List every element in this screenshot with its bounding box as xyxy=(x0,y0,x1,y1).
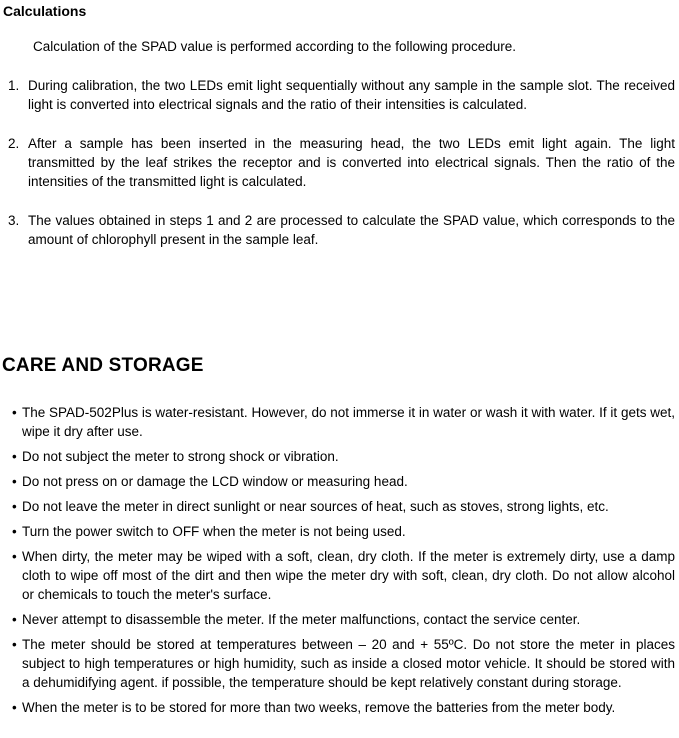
bullet-marker: • xyxy=(12,549,17,564)
section-heading-care-and-storage: CARE AND STORAGE xyxy=(2,355,204,376)
care-storage-bullet-list xyxy=(0,403,675,717)
bullet-marker: • xyxy=(12,474,17,489)
bullet-text: When the meter is to be stored for more than two weeks, remove the batteries from the meter body. xyxy=(22,700,616,715)
step-text: During calibration, the two LEDs emit light sequentially without any sample in the sample slot. The received light is converted into electrical signals and the ratio of their intensities is calculated. xyxy=(28,78,675,112)
care-bullet-lcd-window xyxy=(0,472,675,491)
step-number: 2. xyxy=(8,136,20,151)
step-text: After a sample has been inserted in the measuring head, the two LEDs emit light again. The light transmitted by the leaf strikes the receptor and is converted into electrical signals. Then the ratio of the intensities of the transmitted light is calculated. xyxy=(28,136,675,189)
bullet-marker: • xyxy=(12,637,17,652)
care-bullet-cleaning xyxy=(0,547,675,604)
bullet-text: The SPAD-502Plus is water-resistant. However, do not immerse it in water or wash it with water. If it gets wet, wipe it dry after use. xyxy=(22,405,675,439)
calculations-intro-paragraph: Calculation of the SPAD value is performed according to the following procedure. xyxy=(33,39,517,54)
bullet-text: When dirty, the meter may be wiped with a soft, clean, dry cloth. If the meter is extremely dirty, use a damp cloth to wipe off most of the dirt and then wipe the meter dry with soft, clean, dry cloth. Do not allow alcohol or chemicals to touch the meter's surface. xyxy=(22,549,675,602)
care-bullet-shock-vibration xyxy=(0,447,675,466)
calculation-step-2 xyxy=(8,134,675,191)
bullet-text: The meter should be stored at temperatures between – 20 and + 55ºC. Do not store the meter in places subject to high temperatures or high humidity, such as inside a closed motor vehicle. It should be stored with a dehumidifying agent. if possible, the temperature should be kept relatively constant during storage. xyxy=(22,637,675,690)
step-number: 3. xyxy=(8,213,20,228)
bullet-marker: • xyxy=(12,612,17,627)
step-text: The values obtained in steps 1 and 2 are processed to calculate the SPAD value, which corresponds to the amount of chlorophyll present in the sample leaf. xyxy=(28,213,675,247)
bullet-text: Do not subject the meter to strong shock or vibration. xyxy=(22,449,339,464)
care-bullet-power-off xyxy=(0,522,675,541)
bullet-marker: • xyxy=(12,405,17,420)
calculation-steps-list xyxy=(0,76,679,249)
bullet-text: Do not leave the meter in direct sunlight or near sources of heat, such as stoves, strong lights, etc. xyxy=(22,499,609,514)
bullet-text: Turn the power switch to OFF when the meter is not being used. xyxy=(22,524,406,539)
bullet-marker: • xyxy=(12,700,17,715)
bullet-text: Never attempt to disassemble the meter. If the meter malfunctions, contact the service center. xyxy=(22,612,581,627)
bullet-marker: • xyxy=(12,524,17,539)
bullet-marker: • xyxy=(12,499,17,514)
bullet-marker: • xyxy=(12,449,17,464)
calculation-step-1 xyxy=(8,76,675,114)
bullet-text: Do not press on or damage the LCD window or measuring head. xyxy=(22,474,408,489)
care-bullet-disassemble xyxy=(0,610,675,629)
calculation-step-3 xyxy=(8,211,675,249)
care-bullet-sunlight-heat xyxy=(0,497,675,516)
care-bullet-storage-temperature xyxy=(0,635,675,692)
section-heading-calculations: Calculations xyxy=(3,3,87,19)
care-bullet-water-resistant xyxy=(0,403,675,441)
care-bullet-remove-batteries xyxy=(0,698,675,717)
step-number: 1. xyxy=(8,78,20,93)
